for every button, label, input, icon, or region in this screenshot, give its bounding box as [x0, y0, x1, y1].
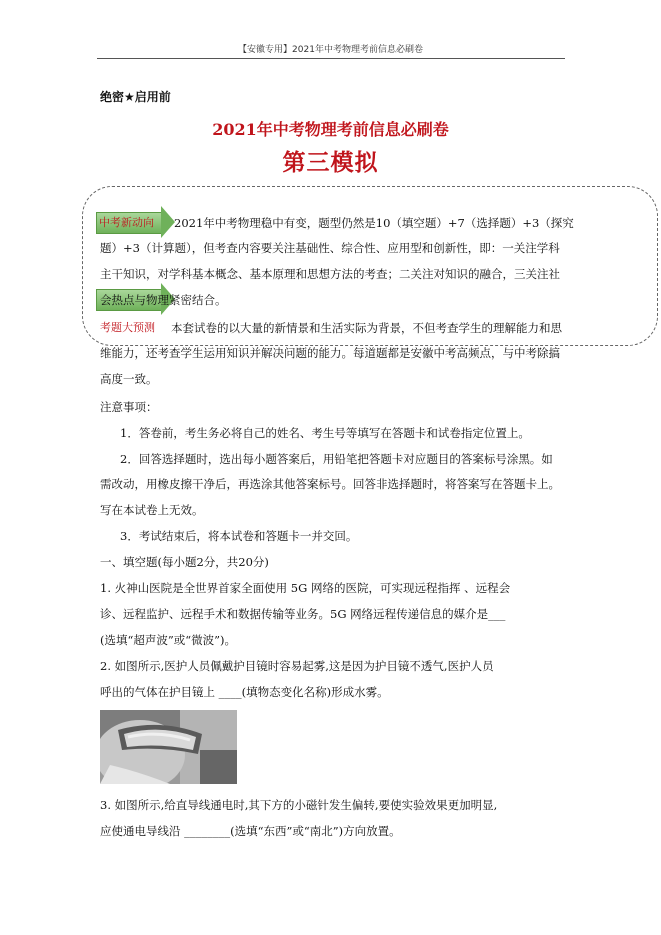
- q3-line-1: 3. 如图所示,给直导线通电时,其下方的小磁针发生偏转,要使实验效果更加明显,: [100, 798, 498, 812]
- page-header: 【安徽专用】2021年中考物理考前信息必刷卷: [238, 45, 423, 55]
- forecast-line-2: 维能力，还考查学生运用知识并解决问题的能力。每道题都是安徽中考高频点，与中考除搞: [100, 346, 560, 360]
- q2-line-1: 2. 如图所示,医护人员佩戴护目镜时容易起雾,这是因为护目镜不透气,医护人员: [100, 659, 494, 673]
- secret-label: 绝密★启用前: [100, 90, 171, 104]
- q2-line-2: 呼出的气体在护目镜上 ____(填物态变化名称)形成水雾。: [100, 685, 389, 699]
- trend-line-1: 2021年中考物理稳中有变，题型仍然是10（填空题）+7（选择题）+3（探究: [174, 216, 574, 230]
- trend-tag: 中考新动向: [99, 216, 154, 229]
- q1-line-1: 1. 火神山医院是全世界首家全面使用 5G 网络的医院，可实现远程指挥 、远程会: [100, 581, 511, 595]
- note-3: 3．考试结束后，将本试卷和答题卡一并交回。: [120, 529, 358, 543]
- forecast-tag: 考题大预测: [100, 321, 155, 334]
- forecast-line-3: 高度一致。: [100, 372, 158, 386]
- section-1-heading: 一、填空题(每小题2分，共20分): [100, 555, 269, 569]
- q1-line-3: (选填“超声波”或“微波”)。: [100, 633, 236, 647]
- notes-heading: 注意事项：: [100, 400, 158, 414]
- exam-subtitle: 第三模拟: [282, 149, 379, 176]
- trend-line-3: 主干知识，对学科基本概念、基本原理和思想方法的考查；二关注对知识的融合，三关注社: [100, 267, 560, 281]
- goggles-photo: [100, 710, 237, 784]
- exam-title: 2021年中考物理考前信息必刷卷: [212, 120, 449, 139]
- note-2-line-2: 需改动，用橡皮擦干净后，再选涂其他答案标号。回答非选择题时，将答案写在答题卡上。: [100, 477, 560, 491]
- note-2-line-3: 写在本试卷上无效。: [100, 503, 204, 517]
- note-2-line-1: 2．回答选择题时，选出每小题答案后，用铅笔把答题卡对应题目的答案标号涂黑。如: [120, 452, 553, 466]
- note-1: 1．答卷前，考生务必将自己的姓名、考生号等填写在答题卡和试卷指定位置上。: [120, 426, 530, 440]
- q1-line-2: 诊、远程监护、远程手术和数据传输等业务。5G 网络远程传递信息的媒介是___: [100, 607, 506, 621]
- trend-line-4: 会热点与物理紧密结合。: [100, 293, 227, 307]
- trend-line-2: 题）+3（计算题），但考查内容要关注基础性、综合性、应用型和创新性，即：一关注学科: [100, 241, 560, 255]
- header-divider: [97, 58, 565, 59]
- q3-line-2: 应使通电导线沿 ________(选填“东西”或“南北”)方向放置。: [100, 824, 401, 838]
- forecast-line-1: 本套试卷的以大量的新情景和生活实际为背景，不但考查学生的理解能力和思: [171, 321, 562, 335]
